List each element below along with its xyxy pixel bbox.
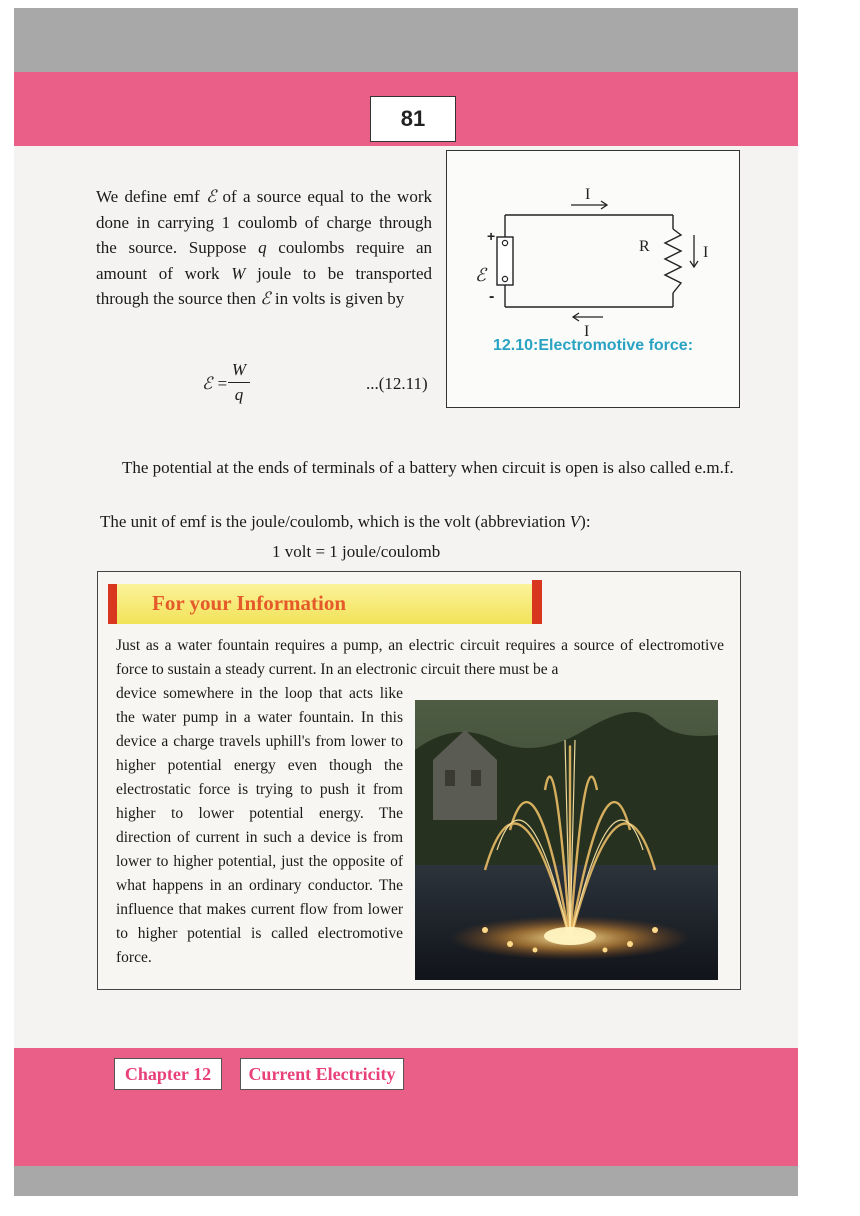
emf-equation: [202, 360, 442, 414]
equation-lhs: ℰ =: [202, 374, 229, 393]
footer-chapter-label: Chapter 12: [114, 1058, 222, 1090]
fraction-bar: [228, 382, 250, 383]
emf-symbol: ℰ: [205, 187, 217, 206]
equation-reference: ...(12.11): [366, 374, 428, 393]
label-current-right: I: [703, 244, 709, 261]
fountain-photo: [415, 700, 718, 980]
paragraph-open-circuit-emf: The potential at the ends of terminals of a battery when circuit is open is also called e.m.f.: [122, 458, 734, 477]
info-text-intro: Just as a water fountain requires a pump, an electric circuit requires a source of electromotive force to sustain a steady current. In an electronic circuit there must be a: [116, 637, 724, 678]
equation-numerator: W: [231, 360, 247, 379]
info-box-title: For your Information: [152, 591, 347, 615]
equation-denominator: q: [234, 385, 244, 404]
info-box: [97, 571, 741, 990]
equation-fraction: [228, 360, 250, 405]
label-resistor: R: [639, 238, 650, 255]
label-minus: -: [489, 288, 495, 305]
page-number: 81: [370, 96, 456, 142]
info-header-end-bar: [532, 580, 542, 624]
label-plus: +: [487, 228, 496, 244]
paragraph-unit-of-emf: The unit of emf is the joule/coulomb, which is the volt (abbreviation V):: [100, 512, 591, 531]
unit-equation: 1 volt = 1 joule/coulomb: [272, 542, 441, 561]
label-current-top: I: [585, 186, 591, 203]
intro-paragraph: We define emf ℰ of a source equal to the work done in carrying 1 coulomb of charge through the source. Suppose q coulombs require an amount of work W joule to be transported through the source then ℰ in volts is given by: [96, 187, 432, 308]
bottom-gray-band: [14, 1166, 798, 1196]
battery-negative-terminal: [502, 276, 507, 281]
figure-caption: 12.10:Electromotive force:: [492, 337, 694, 354]
label-emf: ℰ: [475, 265, 486, 285]
circuit-diagram: [447, 151, 739, 407]
info-text-column: device somewhere in the loop that acts like the water pump in a water fountain. In this device a charge travels uphill's from lower to higher potential energy even though the electrostatic force is trying to push it from higher to lower potential energy. The direction of current in such a device is from lower to higher potential, just the opposite of what happens in an ordinary conductor. The influence that makes current flow from lower to higher potential is called electromotive force.: [116, 685, 403, 966]
page-sheet: [14, 8, 798, 1196]
info-box-header: [108, 584, 540, 624]
figure-emf-circuit: [446, 150, 740, 408]
label-current-bottom: I: [584, 323, 590, 340]
battery-positive-terminal: [502, 240, 507, 245]
top-gray-band: [14, 8, 798, 72]
info-header-bar: [108, 584, 117, 624]
emf-symbol: ℰ: [260, 289, 271, 308]
footer-chapter-title: Current Electricity: [240, 1058, 404, 1090]
